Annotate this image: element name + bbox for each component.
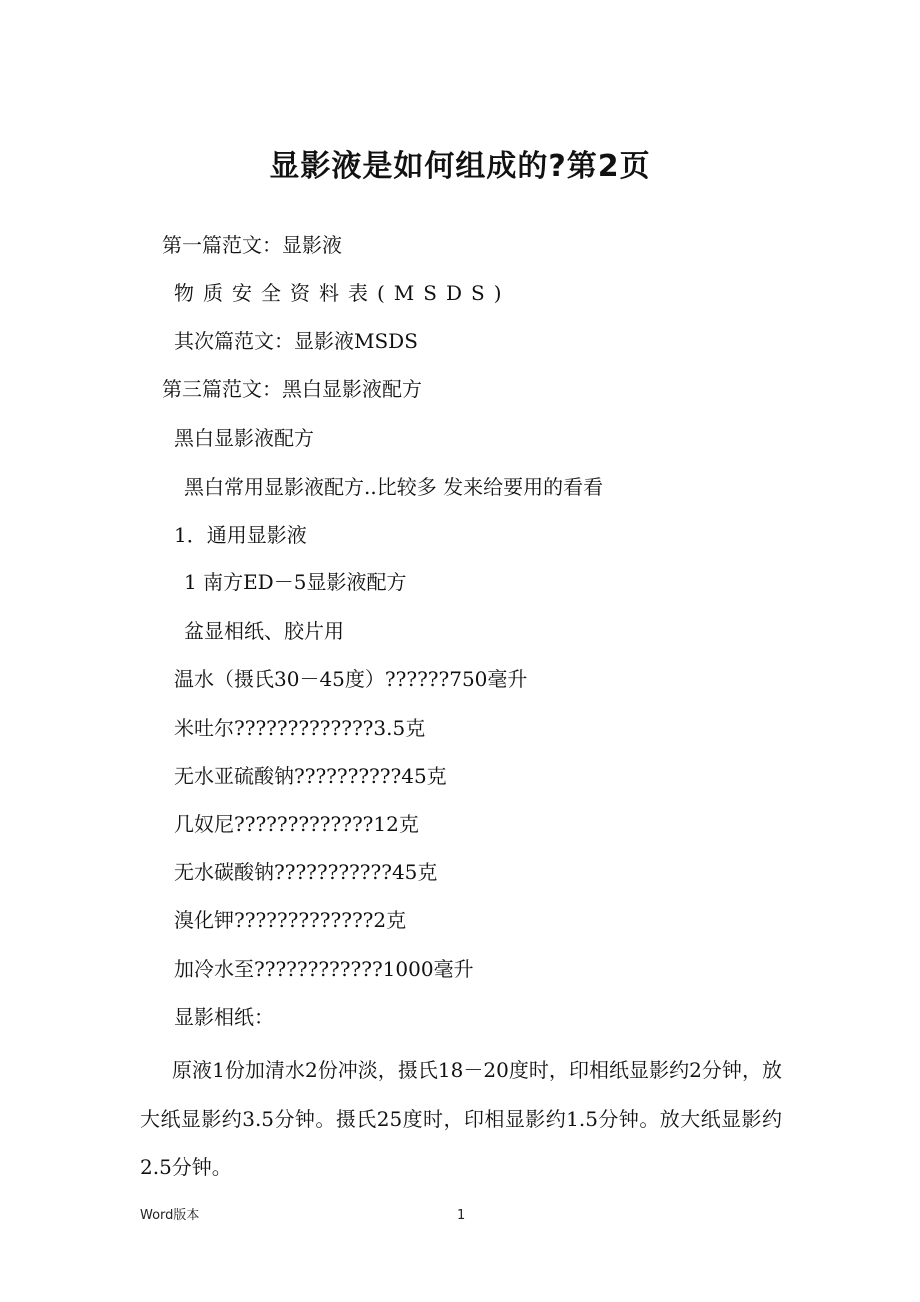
footer-word-version: Word版本: [140, 1208, 200, 1223]
footer-page-number: 1: [457, 1208, 466, 1223]
ingredient-sodium-carbonate: 无水碳酸钠???????????45克: [174, 860, 438, 884]
document-title: 显影液是如何组成的?第2页: [269, 149, 651, 184]
ingredient-sodium-sulfite: 无水亚硫酸钠??????????45克: [174, 764, 447, 788]
ingredient-warm-water: 温水（摄氏30－45度）??????750毫升: [174, 667, 528, 691]
ingredient-metol: 米吐尔?????????????3.5克: [174, 716, 426, 740]
text-line-second-article: 其次篇范文：显影液MSDS: [174, 329, 418, 353]
text-line-formula-ed5: 1 南方ED－5显影液配方: [184, 570, 407, 594]
text-line-third-article: 第三篇范文：黑白显影液配方: [162, 377, 422, 401]
ingredient-hydroquinone: 几奴尼?????????????12克: [174, 812, 419, 836]
text-line-formula-heading: 黑白显影液配方: [174, 426, 314, 450]
body-paragraph: 原液1份加清水2份冲淡，摄氏18－20度时，印相纸显影约2分钟，放大纸显影约3.5分钟。摄氏25度时，印相显影约1.5分钟。放大纸显影约2.5分钟。: [140, 1058, 782, 1179]
text-line-first-article: 第一篇范文：显影液: [162, 233, 342, 257]
text-line-intro: 黑白常用显影液配方..比较多 发来给要用的看看: [184, 475, 604, 499]
ingredient-potassium-bromide: 溴化钾?????????????2克: [174, 908, 407, 932]
text-line-section-general: 1．通用显影液: [174, 523, 307, 547]
text-line-usage: 盆显相纸、胶片用: [184, 619, 344, 643]
text-line-paper-development: 显影相纸：: [174, 1005, 274, 1029]
ingredient-cold-water: 加冷水至????????????1000毫升: [174, 957, 474, 981]
text-line-msds-heading: 物质安全资料表(MSDS): [174, 281, 511, 305]
